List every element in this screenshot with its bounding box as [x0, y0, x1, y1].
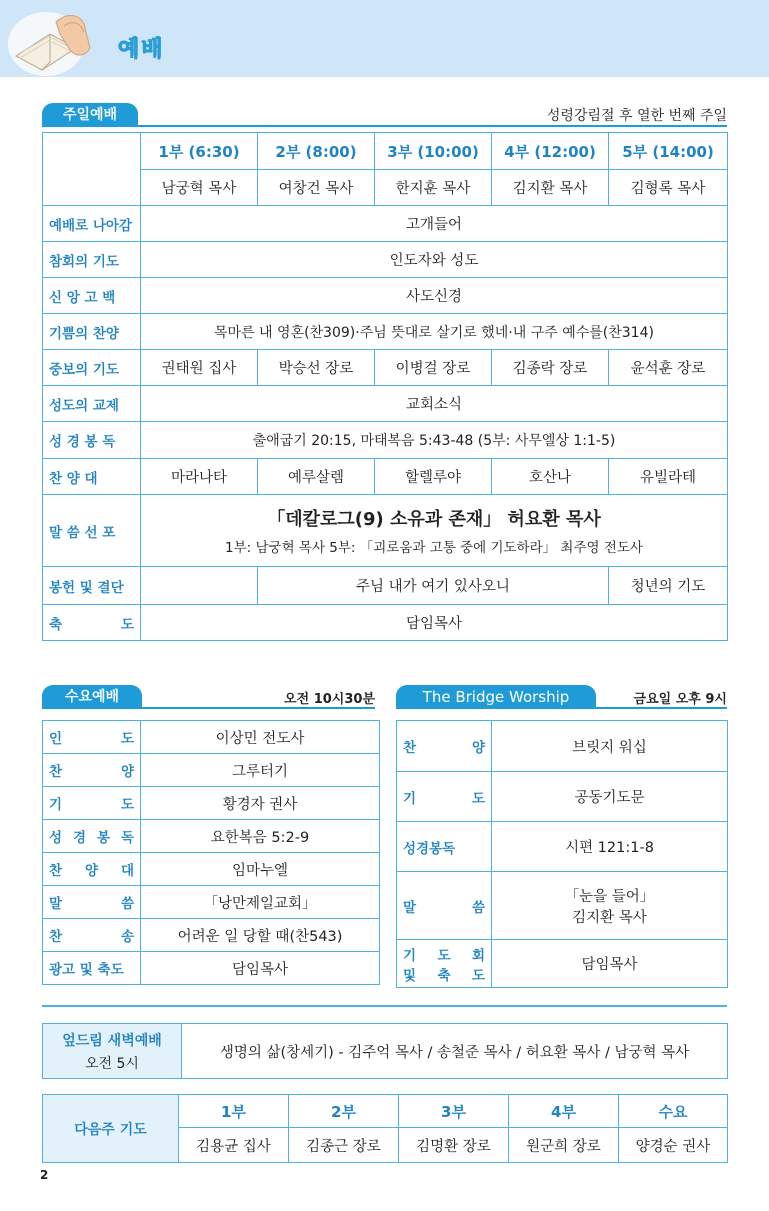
wed-praise-value: 그루터기	[141, 754, 380, 787]
benediction-label: 축 도	[43, 605, 141, 641]
service-3-time: 3부 (10:00)	[375, 133, 492, 170]
choir-5: 유빌라테	[609, 459, 728, 495]
bridge-benediction-label: 기 도 회 및 축 도	[397, 940, 492, 988]
wed-scripture-value: 요한복음 5:2-9	[141, 820, 380, 853]
dawn-label-cell	[43, 1024, 182, 1079]
bridge-sermon-pastor: 김지환 목사	[572, 909, 647, 926]
service-1-pastor: 남궁혁 목사	[141, 170, 258, 206]
next-week-name-5: 양경순 권사	[619, 1128, 728, 1163]
sunday-note: 성령강림절 후 열한 번째 주일	[546, 108, 727, 124]
intercession-5: 윤석훈 장로	[609, 350, 728, 386]
creed-label: 신 앙 고 백	[43, 278, 141, 314]
wed-sermon-label: 말 씀	[43, 886, 141, 919]
next-week-head-3: 3부	[399, 1095, 509, 1128]
dawn-worship-table	[42, 1023, 728, 1079]
praise-label: 기쁨의 찬양	[43, 314, 141, 350]
wednesday-worship-tab: 수요예배	[42, 685, 142, 709]
procession-value: 고개들어	[141, 206, 728, 242]
next-week-head-4: 4부	[509, 1095, 619, 1128]
dawn-label: 엎드림 새벽예배	[62, 1032, 162, 1049]
praise-value: 목마른 내 영혼(찬309)·주님 뜻대로 살기로 했네·내 구주 예수를(찬314)	[141, 314, 728, 350]
sunday-tab-line	[42, 125, 727, 127]
bridge-prayer-value: 공동기도문	[492, 772, 728, 822]
intercession-2: 박승선 장로	[258, 350, 375, 386]
service-2-time: 2부 (8:00)	[258, 133, 375, 170]
wed-scripture-label: 성 경 봉 독	[43, 820, 141, 853]
wed-praise-label: 찬 양	[43, 754, 141, 787]
bridge-sermon-label: 말 씀	[397, 872, 492, 940]
intercession-1: 권태원 집사	[141, 350, 258, 386]
praying-hands-bible-icon	[6, 4, 102, 76]
next-week-head-1: 1부	[179, 1095, 289, 1128]
next-week-label: 다음주 기도	[43, 1095, 179, 1163]
fellowship-label: 성도의 교제	[43, 386, 141, 422]
bridge-benediction-value: 담임목사	[492, 940, 728, 988]
benediction-value: 담임목사	[141, 605, 728, 641]
wed-announce-label: 광고 및 축도	[43, 952, 141, 985]
sermon-subtitle: 1부: 남궁혁 목사 5부: 「괴로움과 고통 중에 기도하라」 최주영 전도사	[225, 540, 643, 556]
bridge-praise-value: 브릿지 워십	[492, 721, 728, 772]
repentance-label: 참회의 기도	[43, 242, 141, 278]
offering-fifth-value: 청년의 기도	[609, 567, 728, 605]
service-2-pastor: 여창건 목사	[258, 170, 375, 206]
next-week-name-2: 김종근 장로	[289, 1128, 399, 1163]
offering-label: 봉헌 및 결단	[43, 567, 141, 605]
choir-2: 예루살렘	[258, 459, 375, 495]
service-1-time: 1부 (6:30)	[141, 133, 258, 170]
repentance-value: 인도자와 성도	[141, 242, 728, 278]
corner-cell	[43, 133, 141, 206]
wed-choir-label: 찬 양 대	[43, 853, 141, 886]
intercession-label: 중보의 기도	[43, 350, 141, 386]
sermon-cell	[141, 495, 728, 567]
wednesday-worship-table	[42, 720, 380, 985]
next-week-name-4: 원군희 장로	[509, 1128, 619, 1163]
service-5-pastor: 김형록 목사	[609, 170, 728, 206]
choir-1: 마라나타	[141, 459, 258, 495]
next-week-name-3: 김명환 장로	[399, 1128, 509, 1163]
wed-hymn-value: 어려운 일 당할 때(찬543)	[141, 919, 380, 952]
next-week-prayer-table	[42, 1094, 728, 1163]
bridge-sermon-cell	[492, 872, 728, 940]
bridge-tab-line	[396, 707, 727, 709]
scripture-label: 성 경 봉 독	[43, 422, 141, 459]
procession-label: 예배로 나아감	[43, 206, 141, 242]
offering-value: 주님 내가 여기 있사오니	[258, 567, 609, 605]
wed-prayer-label: 기 도	[43, 787, 141, 820]
sermon-label: 말 씀 선 포	[43, 495, 141, 567]
sunday-worship-table	[42, 132, 728, 641]
bridge-worship-tab: The Bridge Worship	[396, 685, 596, 709]
wed-lead-value: 이상민 전도사	[141, 721, 380, 754]
dawn-value: 생명의 삶(창세기) - 김주억 목사 / 송철준 목사 / 허요환 목사 / 남궁혁 목사	[182, 1024, 728, 1079]
wed-hymn-label: 찬 송	[43, 919, 141, 952]
sunday-worship-tab: 주일예배	[42, 103, 138, 127]
fellowship-value: 교회소식	[141, 386, 728, 422]
bridge-note: 금요일 오후 9시	[633, 692, 727, 707]
wednesday-note: 오전 10시30분	[284, 692, 375, 707]
intercession-3: 이병걸 장로	[375, 350, 492, 386]
page-title: 예배	[118, 37, 165, 62]
bridge-worship-table	[396, 720, 728, 988]
dawn-time: 오전 5시	[85, 1055, 139, 1072]
choir-4: 호산나	[492, 459, 609, 495]
wed-lead-label: 인 도	[43, 721, 141, 754]
wed-prayer-value: 황경자 권사	[141, 787, 380, 820]
next-week-name-1: 김용균 집사	[179, 1128, 289, 1163]
bridge-sermon-title: 「눈을 들어」	[564, 888, 655, 905]
creed-value: 사도신경	[141, 278, 728, 314]
wed-announce-value: 담임목사	[141, 952, 380, 985]
next-week-head-2: 2부	[289, 1095, 399, 1128]
scripture-value: 출애굽기 20:15, 마태복음 5:43-48 (5부: 사무엘상 1:1-5)	[141, 422, 728, 459]
service-5-time: 5부 (14:00)	[609, 133, 728, 170]
service-4-time: 4부 (12:00)	[492, 133, 609, 170]
choir-3: 할렐루야	[375, 459, 492, 495]
bridge-praise-label: 찬 양	[397, 721, 492, 772]
next-week-head-5: 수요	[619, 1095, 728, 1128]
bridge-scripture-label: 성경봉독	[397, 822, 492, 872]
offering-empty-cell	[141, 567, 258, 605]
page-number: 2	[40, 1168, 49, 1182]
header-band	[0, 0, 769, 77]
wed-sermon-value: 「낭만제일교회」	[141, 886, 380, 919]
section-divider	[42, 1005, 727, 1007]
wed-choir-value: 임마누엘	[141, 853, 380, 886]
sermon-title: 「데칼로그(9) 소유과 존재」 허요환 목사	[267, 509, 601, 530]
service-3-pastor: 한지훈 목사	[375, 170, 492, 206]
bridge-prayer-label: 기 도	[397, 772, 492, 822]
intercession-4: 김종락 장로	[492, 350, 609, 386]
service-4-pastor: 김지환 목사	[492, 170, 609, 206]
bridge-scripture-value: 시편 121:1-8	[492, 822, 728, 872]
choir-label: 찬 양 대	[43, 459, 141, 495]
wednesday-tab-line	[42, 707, 375, 709]
